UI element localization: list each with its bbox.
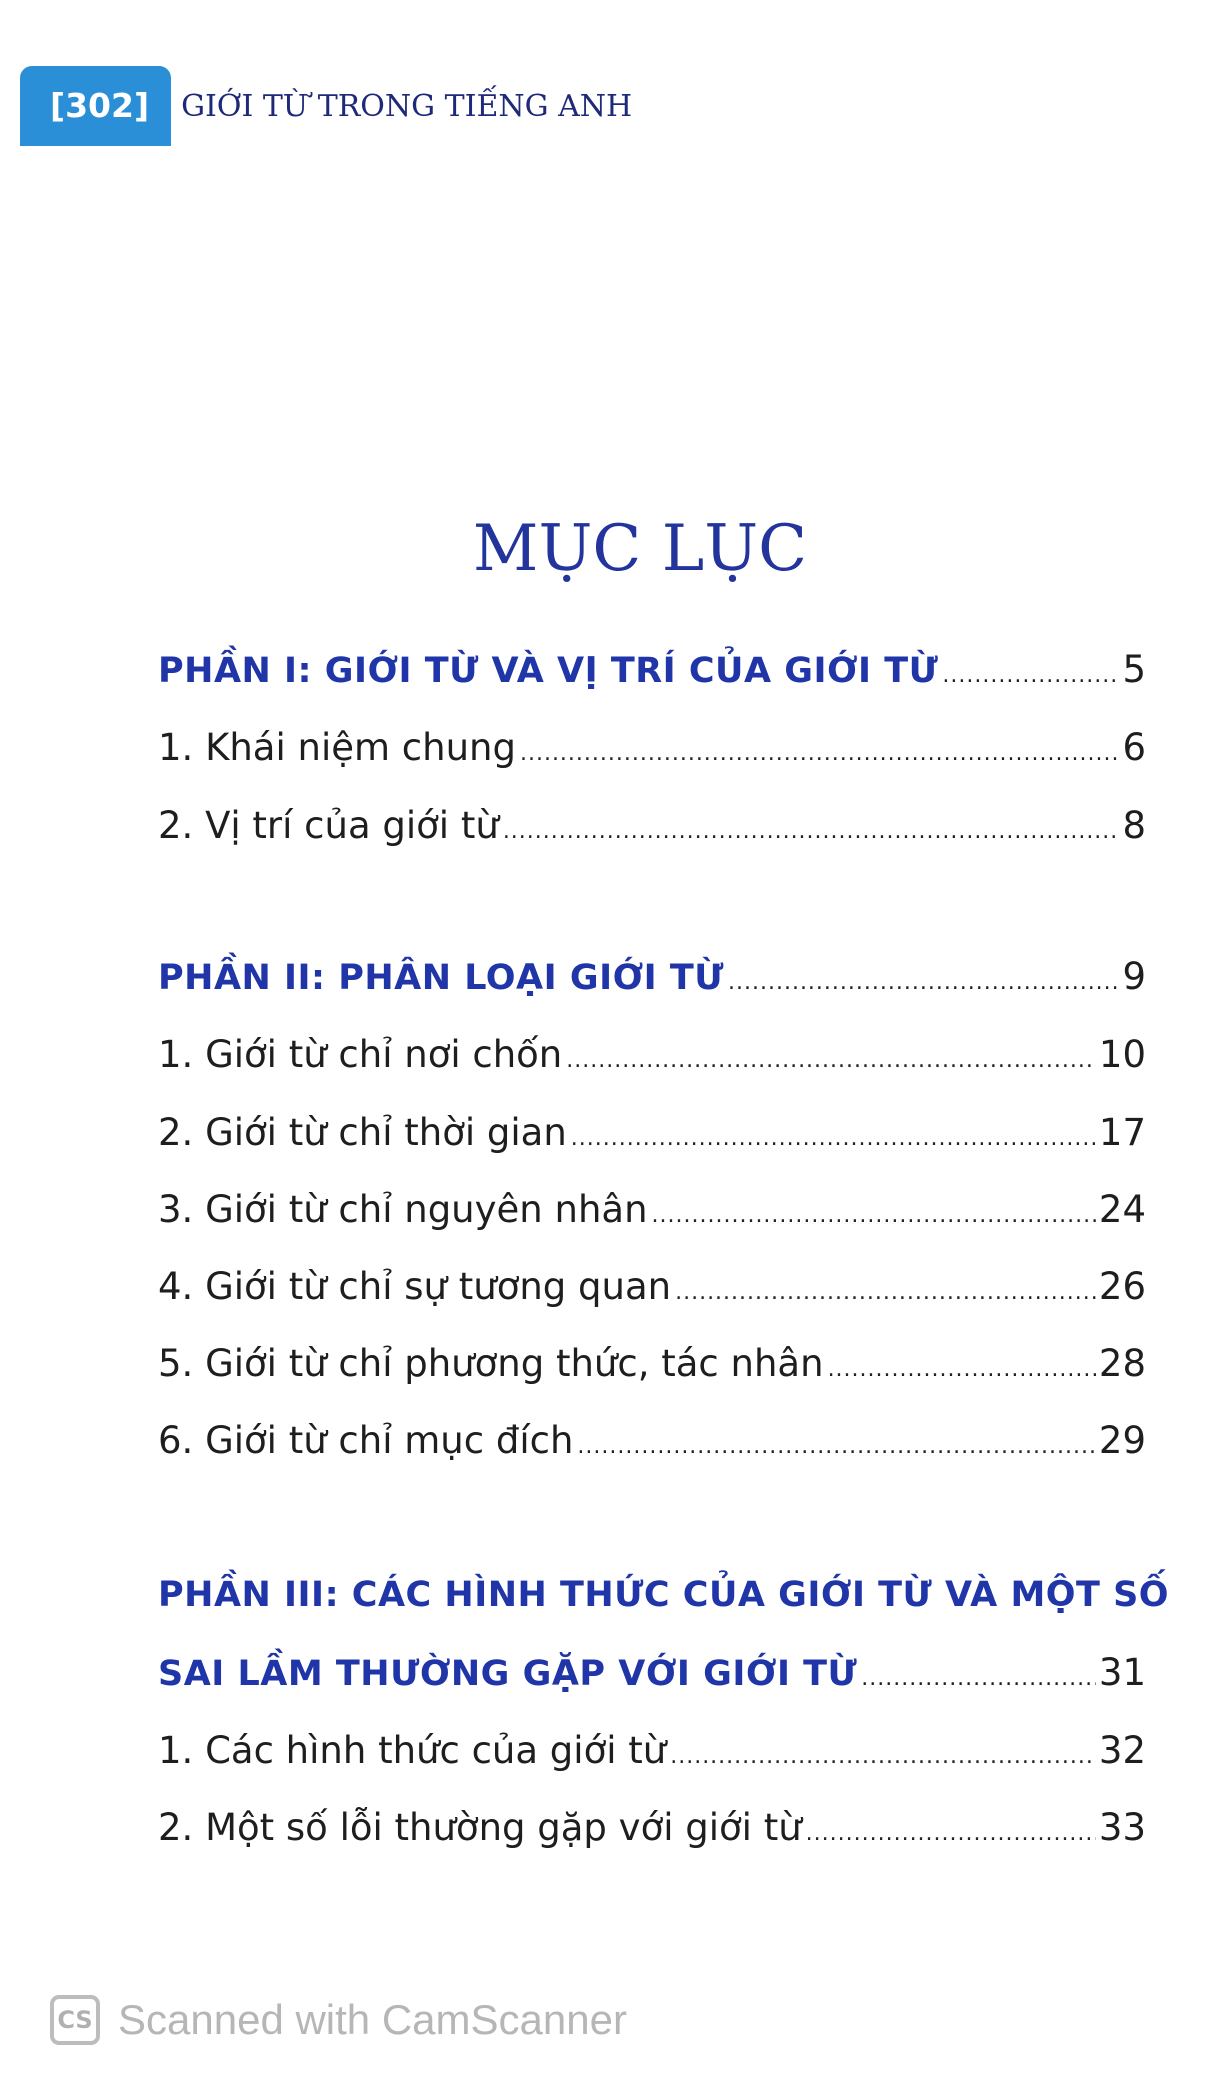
camscanner-logo-icon: CS [50, 1995, 100, 2045]
toc-part-3 [158, 1651, 1146, 1701]
dot-leader [652, 1203, 1096, 1228]
toc-item-label: 1. Khái niệm chung [158, 726, 516, 769]
toc-item-label: 6. Giới từ chỉ mục đích [158, 1419, 574, 1462]
toc-page-number: 29 [1098, 1419, 1146, 1462]
toc-part-label: SAI LẦM THƯỜNG GẶP VỚI GIỚI TỪ [158, 1654, 858, 1694]
page-number-badge: [302] [20, 66, 161, 146]
toc-page-number: 5 [1122, 648, 1146, 691]
toc-page-number: 32 [1098, 1729, 1146, 1772]
camscanner-watermark [50, 1995, 627, 2045]
toc-item [158, 1419, 1146, 1469]
toc-page-number: 6 [1122, 726, 1146, 769]
running-title: GIỚI TỪ TRONG TIẾNG ANH [181, 88, 633, 124]
toc-item [158, 1188, 1146, 1238]
toc-item-label: 1. Các hình thức của giới từ [158, 1729, 667, 1772]
toc-page-number: 28 [1098, 1342, 1146, 1385]
toc-item-label: 2. Một số lỗi thường gặp với giới từ [158, 1806, 802, 1849]
toc-part-2 [158, 955, 1146, 1005]
dot-leader [728, 970, 1119, 995]
dot-leader [806, 1821, 1096, 1846]
toc-page-number: 8 [1122, 804, 1146, 847]
dot-leader [942, 663, 1119, 688]
toc-item [158, 1806, 1146, 1856]
dot-leader [675, 1280, 1096, 1305]
toc-item-label: 5. Giới từ chỉ phương thức, tác nhân [158, 1342, 824, 1385]
page-title: MỤC LỤC [472, 512, 808, 586]
toc-page-number: 26 [1098, 1265, 1146, 1308]
dot-leader [861, 1666, 1096, 1691]
dot-leader [566, 1048, 1096, 1073]
toc-item [158, 1729, 1146, 1779]
toc-part-1 [158, 648, 1146, 698]
toc-item-label: 2. Giới từ chỉ thời gian [158, 1111, 567, 1154]
toc-page-number: 31 [1098, 1651, 1146, 1694]
toc-item [158, 1033, 1146, 1083]
toc-item-label: 2. Vị trí của giới từ [158, 804, 499, 847]
camscanner-text: Scanned with CamScanner [118, 1996, 627, 2043]
dot-leader [503, 819, 1120, 844]
toc-item [158, 1111, 1146, 1161]
toc-item [158, 1265, 1146, 1315]
toc-part-label: PHẦN II: PHÂN LOẠI GIỚI TỪ [158, 958, 724, 998]
toc-part-3-label-line1: PHẦN III: CÁC HÌNH THỨC CỦA GIỚI TỪ VÀ MỘT SỐ [158, 1575, 1170, 1615]
toc-item [158, 726, 1146, 776]
toc-page-number: 33 [1098, 1806, 1146, 1849]
toc-item-label: 4. Giới từ chỉ sự tương quan [158, 1265, 672, 1308]
toc-item [158, 804, 1146, 854]
toc-page-number: 9 [1122, 955, 1146, 998]
dot-leader [577, 1434, 1096, 1459]
toc-page-number: 10 [1098, 1033, 1146, 1076]
dot-leader [670, 1744, 1096, 1769]
page-header [20, 66, 632, 146]
dot-leader [828, 1357, 1096, 1382]
toc-item-label: 1. Giới từ chỉ nơi chốn [158, 1033, 563, 1076]
dot-leader [571, 1126, 1096, 1151]
toc-item [158, 1342, 1146, 1392]
dot-leader [520, 741, 1119, 766]
toc-page-number: 17 [1098, 1111, 1146, 1154]
toc-page-number: 24 [1098, 1188, 1146, 1231]
toc-item-label: 3. Giới từ chỉ nguyên nhân [158, 1188, 648, 1231]
toc-part-label: PHẦN I: GIỚI TỪ VÀ VỊ TRÍ CỦA GIỚI TỪ [158, 651, 939, 691]
